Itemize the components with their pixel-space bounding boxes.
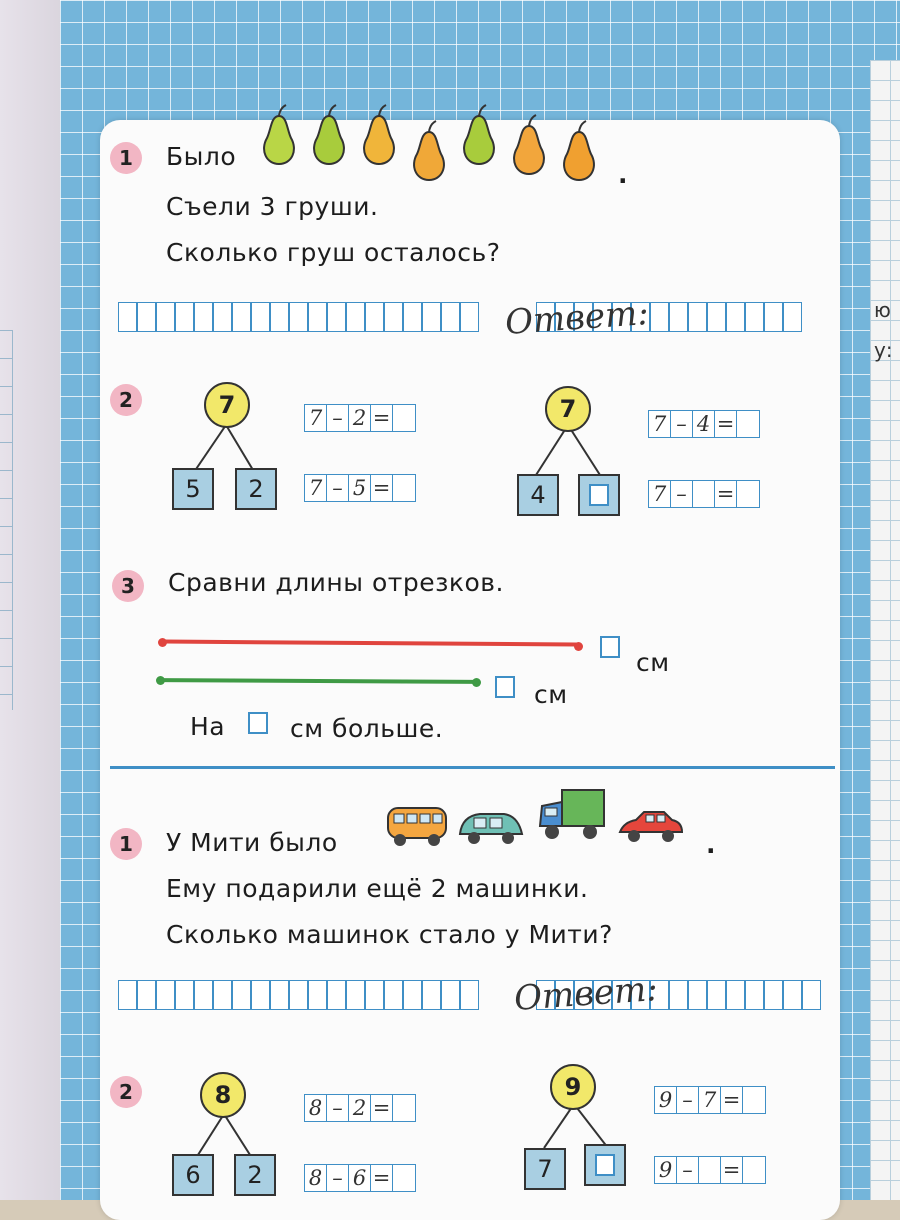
period: . xyxy=(706,830,716,859)
answer-cell[interactable] xyxy=(156,980,175,1010)
answer-cell[interactable] xyxy=(764,302,783,332)
compare-prefix: На xyxy=(190,712,226,741)
answer-cell[interactable] xyxy=(137,980,156,1010)
red-car-icon xyxy=(616,806,686,846)
answer-cell[interactable] xyxy=(175,980,194,1010)
answer-cell[interactable] xyxy=(137,302,156,332)
next-page-fragment: у: xyxy=(874,338,893,362)
equation-blank-cell[interactable] xyxy=(743,1157,765,1183)
equation-cell: 4 xyxy=(693,411,715,437)
equation-cell: = xyxy=(371,1165,393,1191)
equation-cell: 2 xyxy=(349,405,371,431)
answer-cell[interactable] xyxy=(308,980,327,1010)
equation-cell: – xyxy=(671,481,693,507)
answer-cell[interactable] xyxy=(384,980,403,1010)
number-circle: 8 xyxy=(200,1072,246,1118)
equation-cell: – xyxy=(677,1087,699,1113)
answer-cell[interactable] xyxy=(213,302,232,332)
equation-cell: – xyxy=(677,1157,699,1183)
equation-cell: = xyxy=(721,1157,743,1183)
segment-endpoint xyxy=(574,642,583,651)
equation-cell: = xyxy=(371,1095,393,1121)
pear-icon xyxy=(506,112,552,178)
equation-cell: 9 xyxy=(655,1157,677,1183)
equation-cell: 7 xyxy=(305,405,327,431)
equation-row[interactable] xyxy=(654,1156,766,1184)
truck-icon xyxy=(536,784,608,846)
number-circle: 7 xyxy=(545,386,591,432)
part-box-empty[interactable] xyxy=(578,474,620,516)
equation-cell: 7 xyxy=(305,475,327,501)
pear-icon xyxy=(456,102,502,168)
unit-label: см xyxy=(636,648,670,677)
section-divider xyxy=(110,766,835,769)
answer-cell[interactable] xyxy=(384,302,403,332)
answer-cell[interactable] xyxy=(422,302,441,332)
part-box: 2 xyxy=(235,468,277,510)
answer-cell[interactable] xyxy=(194,980,213,1010)
equation-cell: = xyxy=(715,411,737,437)
answer-cell[interactable] xyxy=(669,302,688,332)
answer-cell[interactable] xyxy=(802,980,821,1010)
answer-cell[interactable] xyxy=(745,302,764,332)
equation-row[interactable] xyxy=(304,1164,416,1192)
answer-cell[interactable] xyxy=(118,302,137,332)
number-circle: 7 xyxy=(204,382,250,428)
answer-cell[interactable] xyxy=(251,980,270,1010)
equation-cell: – xyxy=(327,1165,349,1191)
answer-cell[interactable] xyxy=(422,980,441,1010)
equation-cell: = xyxy=(721,1087,743,1113)
answer-cell[interactable] xyxy=(327,302,346,332)
equation-blank-cell[interactable] xyxy=(743,1087,765,1113)
answer-cell[interactable] xyxy=(441,302,460,332)
answer-cell[interactable] xyxy=(688,302,707,332)
compare-suffix: см больше. xyxy=(290,714,444,743)
equation-blank-cell[interactable] xyxy=(393,405,415,431)
answer-cell[interactable] xyxy=(460,302,479,332)
part-box: 7 xyxy=(524,1148,566,1190)
difference-input-box[interactable] xyxy=(248,712,268,734)
segment-endpoint xyxy=(472,678,481,687)
equation-blank-cell[interactable] xyxy=(393,475,415,501)
equation-cell: 8 xyxy=(305,1095,327,1121)
left-page-grid xyxy=(0,330,13,710)
worksheet-card xyxy=(100,120,840,1220)
equation-cell: 6 xyxy=(349,1165,371,1191)
equation-cell: 7 xyxy=(649,481,671,507)
task-number-badge: 2 xyxy=(110,384,142,416)
equation-row[interactable] xyxy=(304,404,416,432)
equation-cell: = xyxy=(371,405,393,431)
answer-cell[interactable] xyxy=(175,302,194,332)
answer-cell[interactable] xyxy=(365,302,384,332)
number-circle: 9 xyxy=(550,1064,596,1110)
equation-cell: 9 xyxy=(655,1087,677,1113)
equation-blank-cell[interactable] xyxy=(393,1165,415,1191)
answer-cell[interactable] xyxy=(308,302,327,332)
answer-box[interactable] xyxy=(589,484,609,506)
answer-cell[interactable] xyxy=(726,302,745,332)
task-title: Сравни длины отрезков. xyxy=(168,568,504,597)
answer-label: Ответ: xyxy=(503,293,650,343)
answer-cell[interactable] xyxy=(289,980,308,1010)
equation-row[interactable] xyxy=(648,480,760,508)
answer-cell[interactable] xyxy=(213,980,232,1010)
answer-cell[interactable] xyxy=(403,980,422,1010)
answer-cell[interactable] xyxy=(346,302,365,332)
answer-cell[interactable] xyxy=(289,302,308,332)
answer-box[interactable] xyxy=(595,1154,615,1176)
answer-cell[interactable] xyxy=(118,980,137,1010)
part-box: 5 xyxy=(172,468,214,510)
equation-cell: – xyxy=(327,405,349,431)
answer-cell[interactable] xyxy=(156,302,175,332)
equation-row[interactable] xyxy=(654,1086,766,1114)
task-number-badge: 1 xyxy=(110,828,142,860)
equation-blank-cell[interactable] xyxy=(737,481,759,507)
answer-cell[interactable] xyxy=(327,980,346,1010)
equation-cell: 8 xyxy=(305,1165,327,1191)
equation-cell: 2 xyxy=(349,1095,371,1121)
task-number-badge: 2 xyxy=(110,1076,142,1108)
pear-icon xyxy=(356,102,402,168)
pears-row xyxy=(256,100,616,172)
task-text: У Мити было xyxy=(166,828,338,857)
period: . xyxy=(618,160,628,189)
answer-cell[interactable] xyxy=(726,980,745,1010)
task-text: Сколько груш осталось? xyxy=(166,238,501,267)
equation-row[interactable] xyxy=(648,410,760,438)
answer-cell[interactable] xyxy=(745,980,764,1010)
equation-cell: 5 xyxy=(349,475,371,501)
task-number-badge: 1 xyxy=(110,142,142,174)
pear-icon xyxy=(406,118,452,184)
answer-cell[interactable] xyxy=(764,980,783,1010)
answer-cell[interactable] xyxy=(270,980,289,1010)
task-number-badge: 3 xyxy=(112,570,144,602)
pear-icon xyxy=(256,102,302,168)
answer-cell[interactable] xyxy=(688,980,707,1010)
part-box-empty[interactable] xyxy=(584,1144,626,1186)
answer-cell[interactable] xyxy=(232,302,251,332)
part-box: 6 xyxy=(172,1154,214,1196)
unit-label: см xyxy=(534,680,568,709)
pear-icon xyxy=(556,118,602,184)
answer-cell[interactable] xyxy=(251,302,270,332)
part-box: 4 xyxy=(517,474,559,516)
equation-blank-cell[interactable] xyxy=(737,411,759,437)
answer-cell[interactable] xyxy=(783,980,802,1010)
answer-cell[interactable] xyxy=(441,980,460,1010)
next-sheet-edge xyxy=(870,60,900,1200)
equation-cell: 7 xyxy=(649,411,671,437)
length-input-box[interactable] xyxy=(495,676,515,698)
equation-blank-cell[interactable] xyxy=(693,481,715,507)
equation-cell: – xyxy=(327,1095,349,1121)
car-icon xyxy=(456,804,526,850)
answer-cell[interactable] xyxy=(346,980,365,1010)
equation-row[interactable] xyxy=(304,474,416,502)
length-input-box[interactable] xyxy=(600,636,620,658)
task-text: Сколько машинок стало у Мити? xyxy=(166,920,613,949)
tree-lines xyxy=(512,425,622,475)
answer-cells[interactable] xyxy=(118,302,802,332)
equation-cell: – xyxy=(671,411,693,437)
part-box: 2 xyxy=(234,1154,276,1196)
equation-cell: – xyxy=(327,475,349,501)
next-page-fragment: ю xyxy=(874,298,891,322)
answer-cell[interactable] xyxy=(460,980,479,1010)
answer-cell[interactable] xyxy=(783,302,802,332)
equation-row[interactable] xyxy=(304,1094,416,1122)
equation-blank-cell[interactable] xyxy=(393,1095,415,1121)
pear-icon xyxy=(306,102,352,168)
answer-cell[interactable] xyxy=(403,302,422,332)
answer-label: Ответ: xyxy=(512,969,659,1019)
answer-cell[interactable] xyxy=(650,302,669,332)
task-text: Ему подарили ещё 2 машинки. xyxy=(166,874,589,903)
answer-cell[interactable] xyxy=(194,302,213,332)
answer-cells[interactable] xyxy=(118,980,821,1010)
task-text: Съели 3 груши. xyxy=(166,192,379,221)
answer-cell[interactable] xyxy=(232,980,251,1010)
answer-cell[interactable] xyxy=(270,302,289,332)
task-text: Было xyxy=(166,142,237,171)
answer-cell[interactable] xyxy=(365,980,384,1010)
bus-icon xyxy=(384,800,450,850)
equation-cell: 7 xyxy=(699,1087,721,1113)
answer-cell[interactable] xyxy=(669,980,688,1010)
equation-cell: = xyxy=(371,475,393,501)
equation-blank-cell[interactable] xyxy=(699,1157,721,1183)
answer-cell[interactable] xyxy=(707,302,726,332)
answer-cell[interactable] xyxy=(707,980,726,1010)
equation-cell: = xyxy=(715,481,737,507)
